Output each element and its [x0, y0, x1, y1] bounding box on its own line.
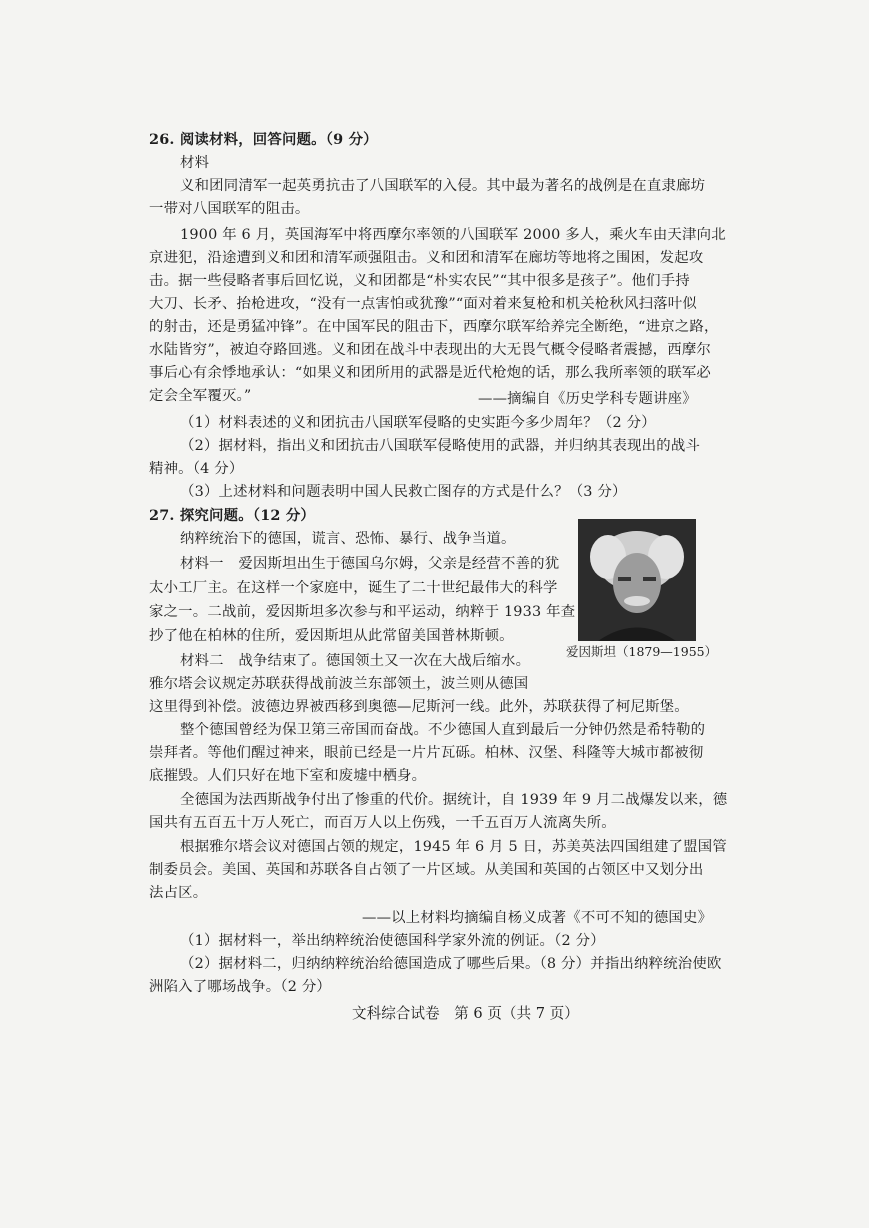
q27-para-b-line: 全德国为法西斯战争付出了惨重的代价。据统计，自 1939 年 9 月二战爆发以来，德: [180, 792, 728, 808]
q27-para-a-line: 崇拜者。等他们醒过神来，眼前已经是一片片瓦砾。柏林、汉堡、科隆等大城市都被彻: [149, 745, 704, 761]
q26-para1-line: 义和团同清军一起英勇抗击了八国联军的入侵。其中最为著名的战例是在直隶廊坊: [180, 178, 706, 194]
q27-para-c-line: 制委员会。美国、英国和苏联各自占领了一片区域。从美国和英国的占领区中又划分出: [149, 862, 704, 878]
q27-source: ——以上材料均摘编自杨义成著《不可不知的德国史》: [362, 910, 713, 926]
q26-para2-line: 1900 年 6 月，英国海军中将西摩尔率领的八国联军 2000 多人，乘火车由天津向北: [180, 227, 726, 243]
q27-para-b-line: 国共有五百五十万人死亡，而百万人以上伤残，一千五百万人流离失所。: [149, 815, 616, 831]
portrait-image: [578, 519, 696, 641]
q27-para-a-line: 整个德国曾经为保卫第三帝国而奋战。不少德国人直到最后一分钟仍然是希特勒的: [180, 722, 706, 738]
q26-para2-line: 击。据一些侵略者事后回忆说，义和团都是“朴实农民”“其中很多是孩子”。他们手持: [149, 273, 690, 289]
q27-material1-line: 太小工厂主。在这样一个家庭中，诞生了二十世纪最伟大的科学: [149, 580, 558, 596]
q27-heading: 27. 探究问题。（12 分）: [149, 507, 316, 524]
q26-material-label: 材料: [180, 155, 210, 171]
q26-heading: 26. 阅读材料，回答问题。（9 分）: [149, 131, 378, 148]
q26-source: ——摘编自《历史学科专题讲座》: [478, 391, 697, 407]
q27-question: （1）据材料一，举出纳粹统治使德国科学家外流的例证。（2 分）: [180, 933, 605, 949]
q27-question: （2）据材料二，归纳纳粹统治给德国造成了哪些后果。（8 分）并指出纳粹统治使欧: [180, 956, 722, 972]
q27-para-c-line: 法占区。: [149, 885, 208, 901]
q26-para2-line: 水陆皆穷”，被迫夺路回逃。义和团在战斗中表现出的大无畏气概令侵略者震撼，西摩尔: [149, 342, 712, 358]
q27-intro: 纳粹统治下的德国，谎言、恐怖、暴行、战争当道。: [180, 531, 516, 547]
q26-para1-line: 一带对八国联军的阻击。: [149, 201, 310, 217]
q26-question: （1）材料表述的义和团抗击八国联军侵略的史实距今多少周年？（2 分）: [180, 415, 656, 431]
q26-para2-line: 京进犯，沿途遭到义和团和清军顽强阻击。义和团和清军在廊坊等地将之围困，发起攻: [149, 250, 704, 266]
q27-material2-line: 材料二 战争结束了。德国领土又一次在大战后缩水。: [180, 653, 531, 669]
q27-material1-line: 材料一 爱因斯坦出生于德国乌尔姆，父亲是经营不善的犹: [180, 556, 560, 572]
q26-para2-line: 定会全军覆灭。”: [149, 388, 252, 404]
q27-material2-line: 这里得到补偿。波德边界被西移到奥德—尼斯河一线。此外，苏联获得了柯尼斯堡。: [149, 699, 689, 715]
q26-para2-line: 的射击，还是勇猛冲锋”。在中国军民的阻击下，西摩尔联军给养完全断绝，“进京之路，: [149, 319, 719, 335]
q27-material1-line: 抄了他在柏林的住所，爱因斯坦从此常留美国普林斯顿。: [149, 628, 514, 644]
q27-para-c-line: 根据雅尔塔会议对德国占领的规定，1945 年 6 月 5 日，苏美英法四国组建了盟国管: [180, 839, 727, 855]
photo-caption: 爱因斯坦（1879—1955）: [566, 644, 718, 659]
q26-question: （2）据材料，指出义和团抗击八国联军侵略使用的武器，并归纳其表现出的战斗: [180, 438, 701, 454]
page-footer: 文科综合试卷 第 6 页（共 7 页）: [352, 1005, 579, 1022]
q27-material1-line: 家之一。二战前，爱因斯坦多次参与和平运动，纳粹于 1933 年查: [149, 604, 576, 620]
q27-question: 洲陷入了哪场战争。（2 分）: [149, 979, 332, 995]
q26-question: （3）上述材料和问题表明中国人民救亡图存的方式是什么？（3 分）: [180, 484, 627, 500]
q27-para-a-line: 底摧毁。人们只好在地下室和废墟中栖身。: [149, 768, 427, 784]
q26-question: 精神。（4 分）: [149, 461, 244, 477]
q26-para2-line: 大刀、长矛、抬枪进攻，“没有一点害怕或犹豫”“面对着来复枪和机关枪秋风扫落叶似: [149, 296, 697, 312]
q26-para2-line: 事后心有余悸地承认：“如果义和团所用的武器是近代枪炮的话，那么我所率领的联军必: [149, 365, 712, 381]
q27-material2-line: 雅尔塔会议规定苏联获得战前波兰东部领土，波兰则从德国: [149, 676, 529, 692]
einstein-photo: [578, 519, 696, 641]
